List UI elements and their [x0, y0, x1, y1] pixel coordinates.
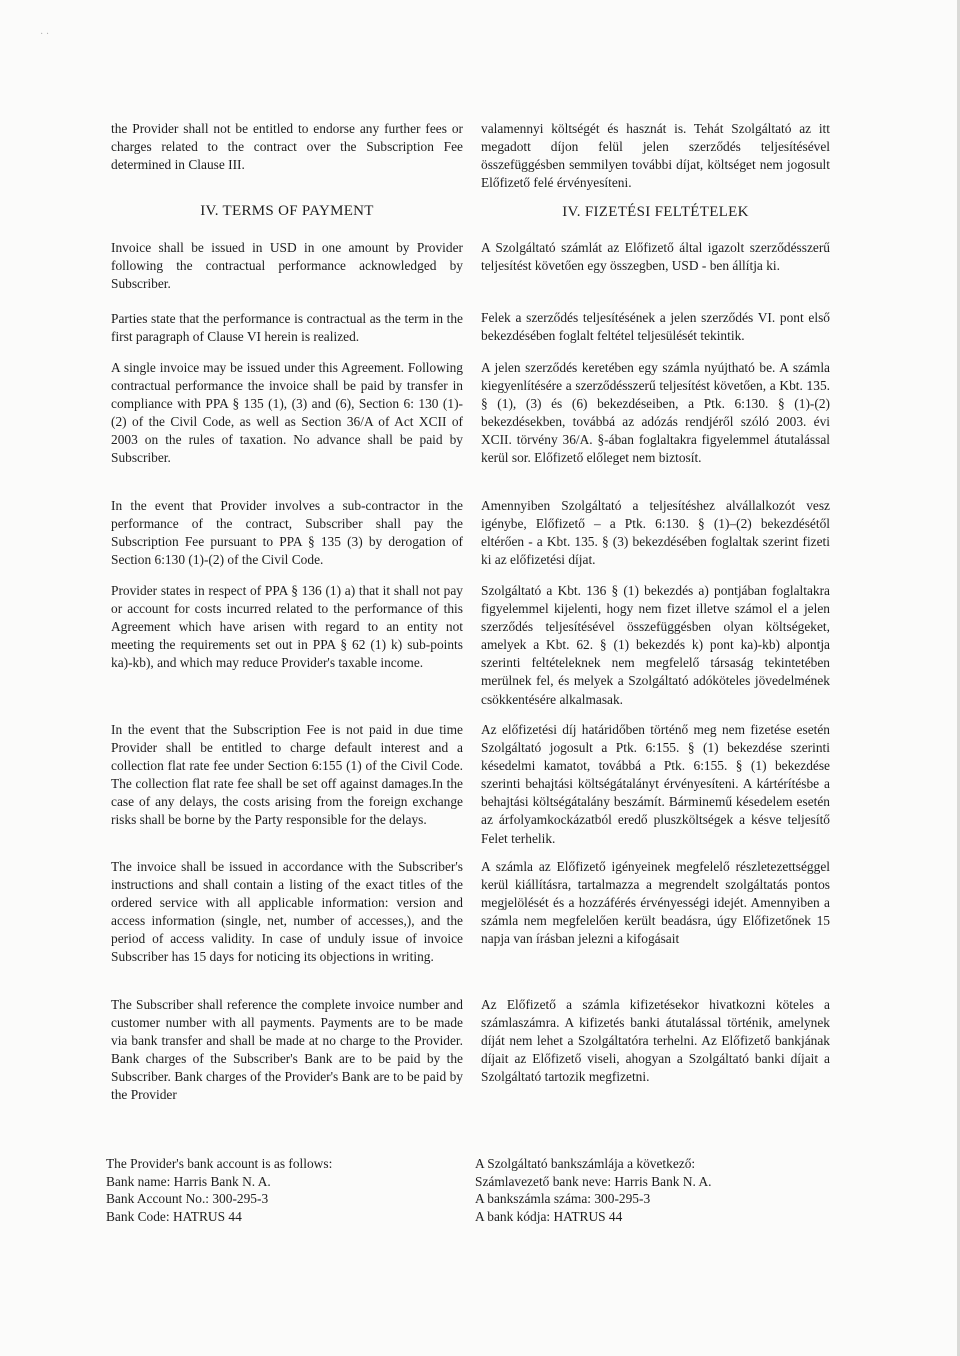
right-bank-details: [475, 1155, 712, 1225]
left-paragraph-5: Provider states in respect of PPA § 136 (1) a) that it shall not pay or account for costs incurred related to the performance of this Agreement which have arisen with regard to an entity not meeting the requirements set out in PPA § 62 (1) k) sub-points ka)-kb), and which may reduce Provider's taxable income.: [111, 583, 463, 671]
left-paragraph-2: Parties state that the performance is contractual as the term in the first paragraph of Clause VI herein is realized.: [111, 311, 463, 345]
left-paragraph-7: The invoice shall be issued in accordance with the Subscriber's instructions and shall contain a listing of the exact titles of the ordered service with all applicable information: version and access information (single, net, number of accesses,), and the period of access validity. In case of unduly issue of invoice Subscriber has 15 days for noticing its objections in writing.: [111, 859, 463, 965]
left-section-heading: IV. TERMS OF PAYMENT: [200, 203, 374, 219]
left-paragraph-1: Invoice shall be issued in USD in one amount by Provider following the contractual performance acknowledged by Subscriber.: [111, 240, 463, 292]
right-paragraph-5: Szolgáltató a Kbt. 136 § (1) bekezdés a) pontjában foglaltakra figyelemmel kijelenti, hogy nem fizet illetve számol el a jelen szerződés teljesítésével összefüggésben olyan költségeket, amelyek a Kbt. 62. § (1) bekezdés k) pont ka)-kb) alpontja szerinti feltételeknek nem megfelelő társaság tekintetében merülnek fel, és melyek a Szolgáltató adóköteles jövedelmének csökkentésére alkalmasak.: [481, 583, 830, 707]
left-intro-paragraph: the Provider shall not be entitled to endorse any further fees or charges related to the contract over the Subscription Fee determined in Clause III.: [111, 121, 463, 173]
left-bank-details: [106, 1155, 332, 1225]
right-paragraph-8: Az Előfizető a számla kifizetésekor hivatkozni köteles a számlaszámra. A kifizetés banki átutalással történik, amelynek díját nem lehet a Szolgáltatóra terhelni. Az Előfizető bankjának díjait az Előfizető viseli, ahogyan a Szolgáltató banki díjait a Szolgáltató tartozik megfizetni.: [481, 997, 830, 1085]
right-paragraph-2: Felek a szerződés teljesítésének a jelen szerződés VI. pont első bekezdésében foglalt feltétel teljesülését tekintik.: [481, 310, 830, 344]
left-paragraph-6: In the event that the Subscription Fee is not paid in due time Provider shall be entitled to charge default interest and a collection flat rate fee under Section 6:155 (1) of the Civil Code. The collection flat rate fee shall be set off against damages.In the case of any delays, the costs arising from the foreign exchange risks shall be borne by the Party responsible for the delays.: [111, 722, 463, 828]
right-paragraph-3: A jelen szerződés keretében egy számla nyújtható be. A számla kiegyenlítésére a szerződésszerű teljesítést követően, a Kbt. 135. § (1), (3) és (6) bekezdéseiben, a Ptk. 6:130. § (1)-(2) bekezdésekben, továbbá az adózás rendjéről szóló 2003. évi XCII. törvény 36/A. §-ában foglaltakra figyelemmel átutalással kerül sor. Előfizető előleget nem biztosít.: [481, 360, 830, 466]
right-bank-line: Számlavezető bank neve: Harris Bank N. A.: [475, 1173, 712, 1189]
right-bank-line: A bankszámla száma: 300-295-3: [475, 1191, 651, 1207]
left-paragraph-3: A single invoice may be issued under this Agreement. Following contractual performance the invoice shall be paid by transfer in compliance with PPA § 135 (1), (3) and (6), Section 6: 130 (1)-(2) of the Civil Code, as well as Section 36/A of Act XCII of 2003 on the rules of taxation. No advance shall be paid by Subscriber.: [111, 360, 463, 466]
right-section-heading: IV. FIZETÉSI FELTÉTELEK: [562, 204, 749, 220]
right-intro-paragraph: valamennyi költségét és hasznát is. Tehát Szolgáltató az itt megadott díjon felül jelen szerződés teljesítésével összefüggésben semmilyen további díjat, költséget nem jogosult Előfizető felé érvényesíteni.: [481, 121, 830, 191]
right-bank-line: A Szolgáltató bankszámlája a következő:: [475, 1156, 696, 1171]
left-bank-line: The Provider's bank account is as follows:: [106, 1156, 333, 1171]
left-paragraph-8: The Subscriber shall reference the complete invoice number and customer number with all payments. Payments are to be made via bank transfer and shall be made at no charge to the Provider. Bank charges of the Subscriber's Bank are to be paid by the Subscriber. Bank charges of the Provider's Bank are to be paid by the Provider: [111, 997, 463, 1103]
left-bank-line: Bank Code: HATRUS 44: [106, 1208, 242, 1224]
scan-speck: · ·: [40, 29, 50, 40]
left-paragraph-4: In the event that Provider involves a sub-contractor in the performance of the contract, Subscriber shall pay the Subscription Fee pursuant to PPA § 135 (3) by derogation of Section 6:130 (1)-(2) of the Civil Code.: [111, 498, 463, 568]
right-paragraph-1: A Szolgáltató számlát az Előfizető által igazolt szerződésszerű teljesítést követően egy összegben, USD - ben állítja ki.: [481, 240, 830, 274]
right-paragraph-4: Amennyiben Szolgáltató a teljesítéshez alvállalkozót vesz igénybe, Előfizető – a Ptk. 6:130. § (1)–(2) bekezdésétől eltérően - a Kbt. 135. § (3) bekezdésében foglaltak szerint fizeti ki az előfizetési díjat.: [481, 498, 830, 568]
right-bank-line: A bank kódja: HATRUS 44: [475, 1208, 623, 1224]
right-paragraph-7: A számla az Előfizető igényeinek megfelelő részletezettséggel kerül kiállításra, tartalmazza a megrendelt szolgáltatás pontos megjelölését és a hozzáférés érvényességi idejét. Amennyiben a számla nem megfelelően került beadásra, úgy Előfizetőnek 15 napja van írásban jelezni a kifogásait: [481, 859, 830, 947]
left-bank-line: Bank Account No.: 300-295-3: [106, 1191, 269, 1207]
right-paragraph-6: Az előfizetési díj határidőben történő meg nem fizetése esetén Szolgáltató jogosult a Ptk. 6:155. § (1) bekezdése szerinti késedelmi kamatot, továbbá a Ptk. 6:155. § (1) bekezdése szerinti behajtási költségátalányt érvényesíteni. A kártérítésbe a behajtási költségátalány beszámít. Bárminemű késedelem esetén az árfolyamkockázatból eredő pluszköltségek a késve teljesítő Felet terhelik.: [481, 722, 830, 846]
left-bank-line: Bank name: Harris Bank N. A.: [106, 1173, 271, 1189]
